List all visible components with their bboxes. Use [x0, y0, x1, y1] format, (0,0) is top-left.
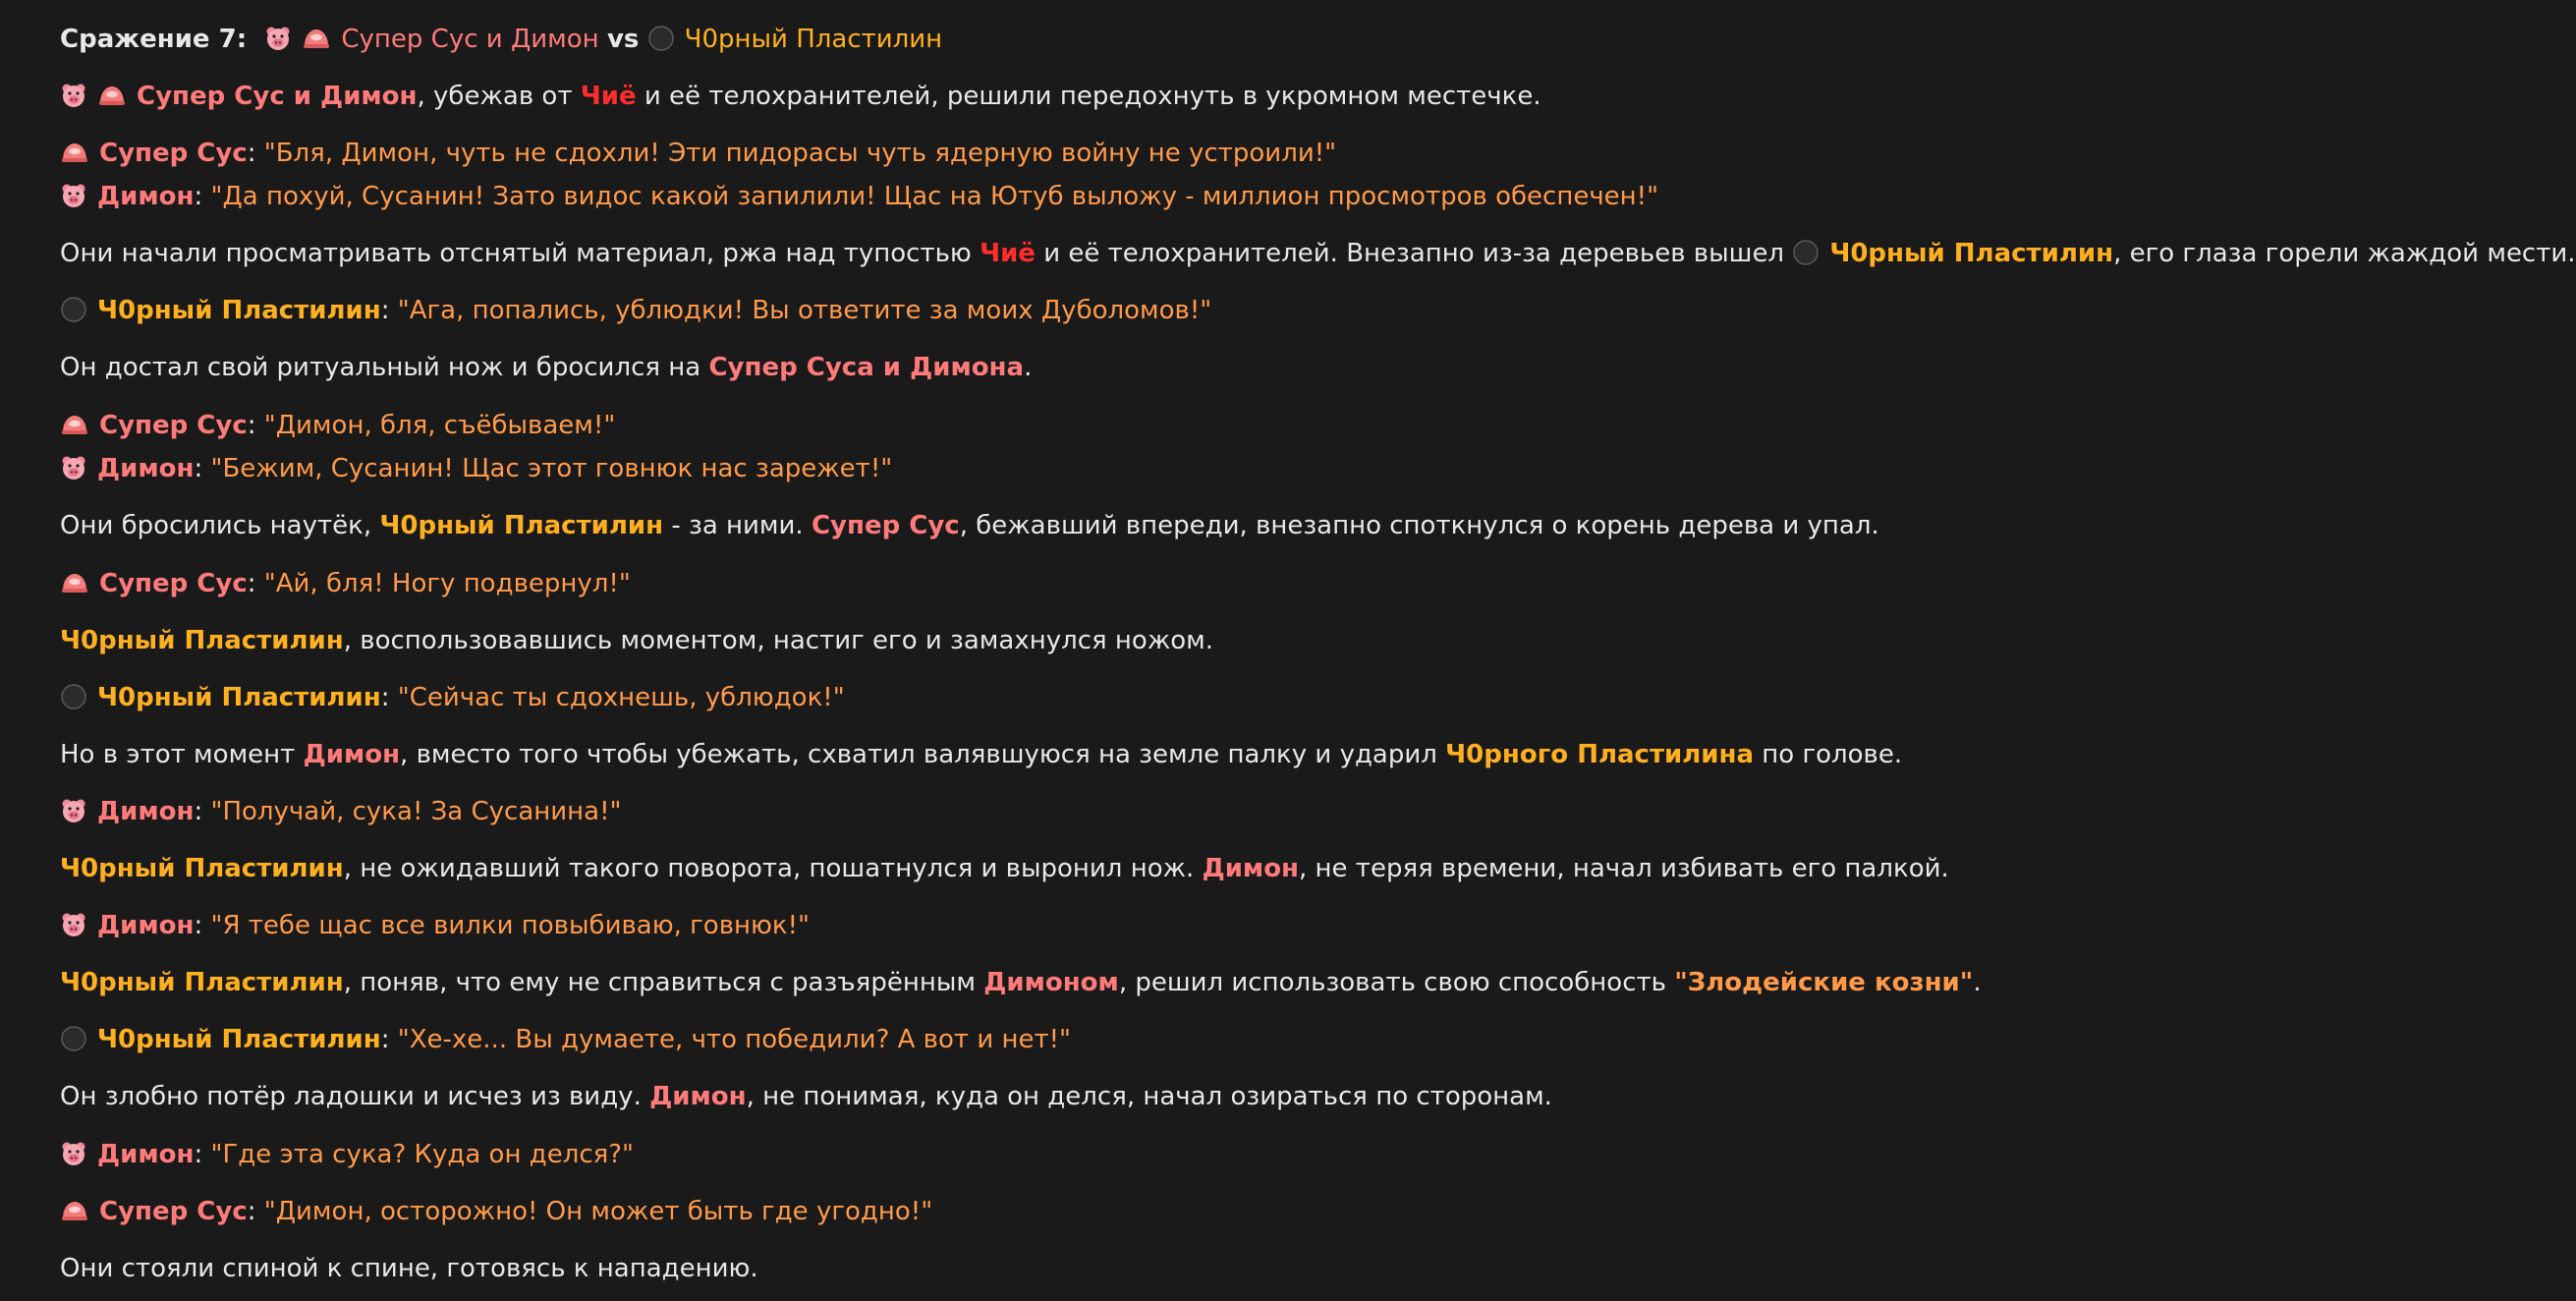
character-name: Ч0рный Пластилин — [97, 683, 381, 712]
character-name: Чиё — [580, 82, 637, 111]
dialogue-text: "Димон, бля, съёбываем!" — [263, 411, 616, 440]
pig-icon — [60, 182, 87, 209]
character-name: Димон — [97, 797, 195, 826]
character-name: Супер Сус — [811, 511, 960, 540]
team2-name: Ч0рный Пластилин — [684, 25, 943, 54]
black-circle-icon — [647, 25, 675, 52]
speech-line — [60, 1135, 634, 1174]
sus-icon — [60, 141, 89, 164]
character-name: Супер Сус и Димон — [137, 82, 418, 111]
character-name: Димон — [1202, 854, 1300, 883]
black-circle-icon — [60, 683, 87, 710]
text-segment: , воспользовавшись моментом, настиг его и замахнулся ножом. — [343, 626, 1214, 655]
text-segment: - за ними. — [663, 511, 812, 540]
speech-line — [60, 291, 1211, 330]
dialogue-text: "Ага, попались, ублюдки! Вы ответите за моих Дуболомов!" — [397, 296, 1212, 325]
text-segment: , убежав от — [417, 82, 581, 111]
battle-header — [60, 20, 942, 59]
speech-line — [60, 792, 621, 831]
speech-line — [60, 406, 615, 445]
dialogue-text: "Бля, Димон, чуть не сдохли! Эти пидорасы чуть ядерную войну не устроили!" — [263, 139, 1337, 168]
pig-icon — [60, 911, 87, 938]
text-segment: , решил использовать свою способность — [1118, 968, 1675, 997]
sus-icon — [302, 27, 331, 50]
character-name: Супер Сус — [99, 1197, 248, 1226]
dialogue-text: "Где эта сука? Куда он делся?" — [210, 1140, 635, 1169]
character-name: Супер Суса и Димона — [708, 353, 1025, 382]
speech-line — [60, 177, 1658, 216]
sus-icon — [60, 413, 89, 436]
text-segment: . — [1024, 353, 1033, 382]
character-name: Димон — [649, 1082, 747, 1111]
text-segment: : — [247, 411, 264, 440]
sus-icon — [60, 571, 89, 594]
text-segment: , бежавший впереди, внезапно споткнулся о корень дерева и упал. — [959, 511, 1879, 540]
character-name: Ч0рный Пластилин — [1829, 239, 2114, 268]
dialogue-text: "Хе-хе... Вы думаете, что победили? А вот и нет!" — [397, 1025, 1072, 1054]
narration-line — [60, 963, 1982, 1002]
speech-line — [60, 1192, 932, 1231]
text-segment: Они бросились наутёк, — [60, 511, 380, 540]
text-segment: : — [194, 911, 211, 940]
text-segment: , вместо того чтобы убежать, схватил валявшуюся на земле палку и ударил — [400, 740, 1446, 769]
character-name: Супер Сус — [99, 139, 248, 168]
dialogue-text: "Димон, осторожно! Он может быть где угодно!" — [263, 1197, 933, 1226]
character-name: Димон — [97, 182, 195, 211]
text-segment: : — [247, 139, 264, 168]
team1-name: Супер Сус и Димон — [341, 25, 599, 54]
text-segment: : — [194, 1140, 211, 1169]
character-name: Чиё — [980, 239, 1036, 268]
battle-number: Сражение 7: — [60, 25, 248, 54]
pig-icon — [60, 797, 87, 824]
speech-line — [60, 906, 810, 945]
pig-icon — [60, 1140, 87, 1167]
narration-line — [60, 621, 1213, 660]
dialogue-text: "Сейчас ты сдохнешь, ублюдок!" — [397, 683, 845, 712]
character-name: Димон — [97, 1140, 195, 1169]
black-circle-icon — [60, 296, 87, 323]
character-name: Ч0рный Пластилин — [379, 511, 664, 540]
character-name: Супер Сус — [99, 411, 248, 440]
speech-line — [60, 449, 892, 488]
text-segment: Но в этот момент — [60, 740, 304, 769]
pig-icon — [264, 25, 292, 52]
character-name: Ч0рный Пластилин — [97, 296, 381, 325]
dialogue-text: "Получай, сука! За Сусанина!" — [210, 797, 622, 826]
character-name: Димон — [97, 454, 195, 483]
text-segment: : — [380, 1025, 398, 1054]
text-segment: , поняв, что ему не справиться с разъярённым — [343, 968, 984, 997]
text-segment: Он достал свой ритуальный нож и бросился на — [60, 353, 709, 382]
narration-line — [60, 234, 2576, 273]
narration-line — [60, 1249, 758, 1288]
dialogue-text: "Да похуй, Сусанин! Зато видос какой запилили! Щас на Ютуб выложу - миллион просмотров обеспечен!" — [210, 182, 1659, 211]
speech-line — [60, 1020, 1071, 1059]
character-name: Ч0рный Пластилин — [60, 968, 344, 997]
dialogue-text: "Ай, бля! Ногу подвернул!" — [263, 569, 631, 598]
text-segment: : — [194, 797, 211, 826]
speech-line — [60, 134, 1336, 173]
text-segment: и её телохранителей, решили передохнуть в укромном местечке. — [636, 82, 1541, 111]
text-segment: , его глаза горели жаждой мести. — [2113, 239, 2576, 268]
text-segment: : — [380, 296, 398, 325]
narration-line — [60, 1077, 1552, 1116]
black-circle-icon — [1792, 239, 1820, 266]
text-segment: Они стояли спиной к спине, готовясь к нападению. — [60, 1254, 758, 1283]
text-segment: по голове. — [1754, 740, 1903, 769]
character-name: Супер Сус — [99, 569, 248, 598]
dialogue-text: "Бежим, Сусанин! Щас этот говнюк нас зарежет!" — [210, 454, 893, 483]
speech-line — [60, 678, 845, 717]
ability-name: "Злодейские козни" — [1674, 968, 1974, 997]
dialogue-text: "Я тебе щас все вилки повыбиваю, говнюк!" — [210, 911, 810, 940]
text-segment: , не понимая, куда он делся, начал озираться по сторонам. — [746, 1082, 1552, 1111]
text-segment: : — [194, 454, 211, 483]
sus-icon — [97, 84, 127, 107]
text-segment: : — [380, 683, 398, 712]
vs-label: vs — [606, 25, 640, 54]
text-segment: , не теряя времени, начал избивать его палкой. — [1299, 854, 1949, 883]
narration-line — [60, 77, 1541, 116]
text-segment: Он злобно потёр ладошки и исчез из виду. — [60, 1082, 650, 1111]
pig-icon — [60, 454, 87, 481]
character-name: Димоном — [983, 968, 1119, 997]
text-segment: Они начали просматривать отснятый материал, ржа над тупостью — [60, 239, 980, 268]
narration-line — [60, 348, 1032, 387]
speech-line — [60, 564, 631, 603]
pig-icon — [60, 82, 87, 109]
character-name: Димон — [97, 911, 195, 940]
text-segment: , не ожидавший такого поворота, пошатнулся и выронил нож. — [343, 854, 1203, 883]
text-segment: : — [247, 569, 264, 598]
narration-line — [60, 735, 1902, 774]
character-name: Ч0рного Пластилина — [1445, 740, 1755, 769]
text-segment: : — [194, 182, 211, 211]
text-segment: : — [247, 1197, 264, 1226]
character-name: Димон — [303, 740, 401, 769]
narration-line — [60, 506, 1879, 545]
sus-icon — [60, 1199, 89, 1222]
character-name: Ч0рный Пластилин — [60, 626, 344, 655]
black-circle-icon — [60, 1025, 87, 1052]
narration-line — [60, 849, 1949, 888]
text-segment: . — [1973, 968, 1982, 997]
character-name: Ч0рный Пластилин — [97, 1025, 381, 1054]
character-name: Ч0рный Пластилин — [60, 854, 344, 883]
text-segment: и её телохранителей. Внезапно из-за деревьев вышел — [1035, 239, 1793, 268]
